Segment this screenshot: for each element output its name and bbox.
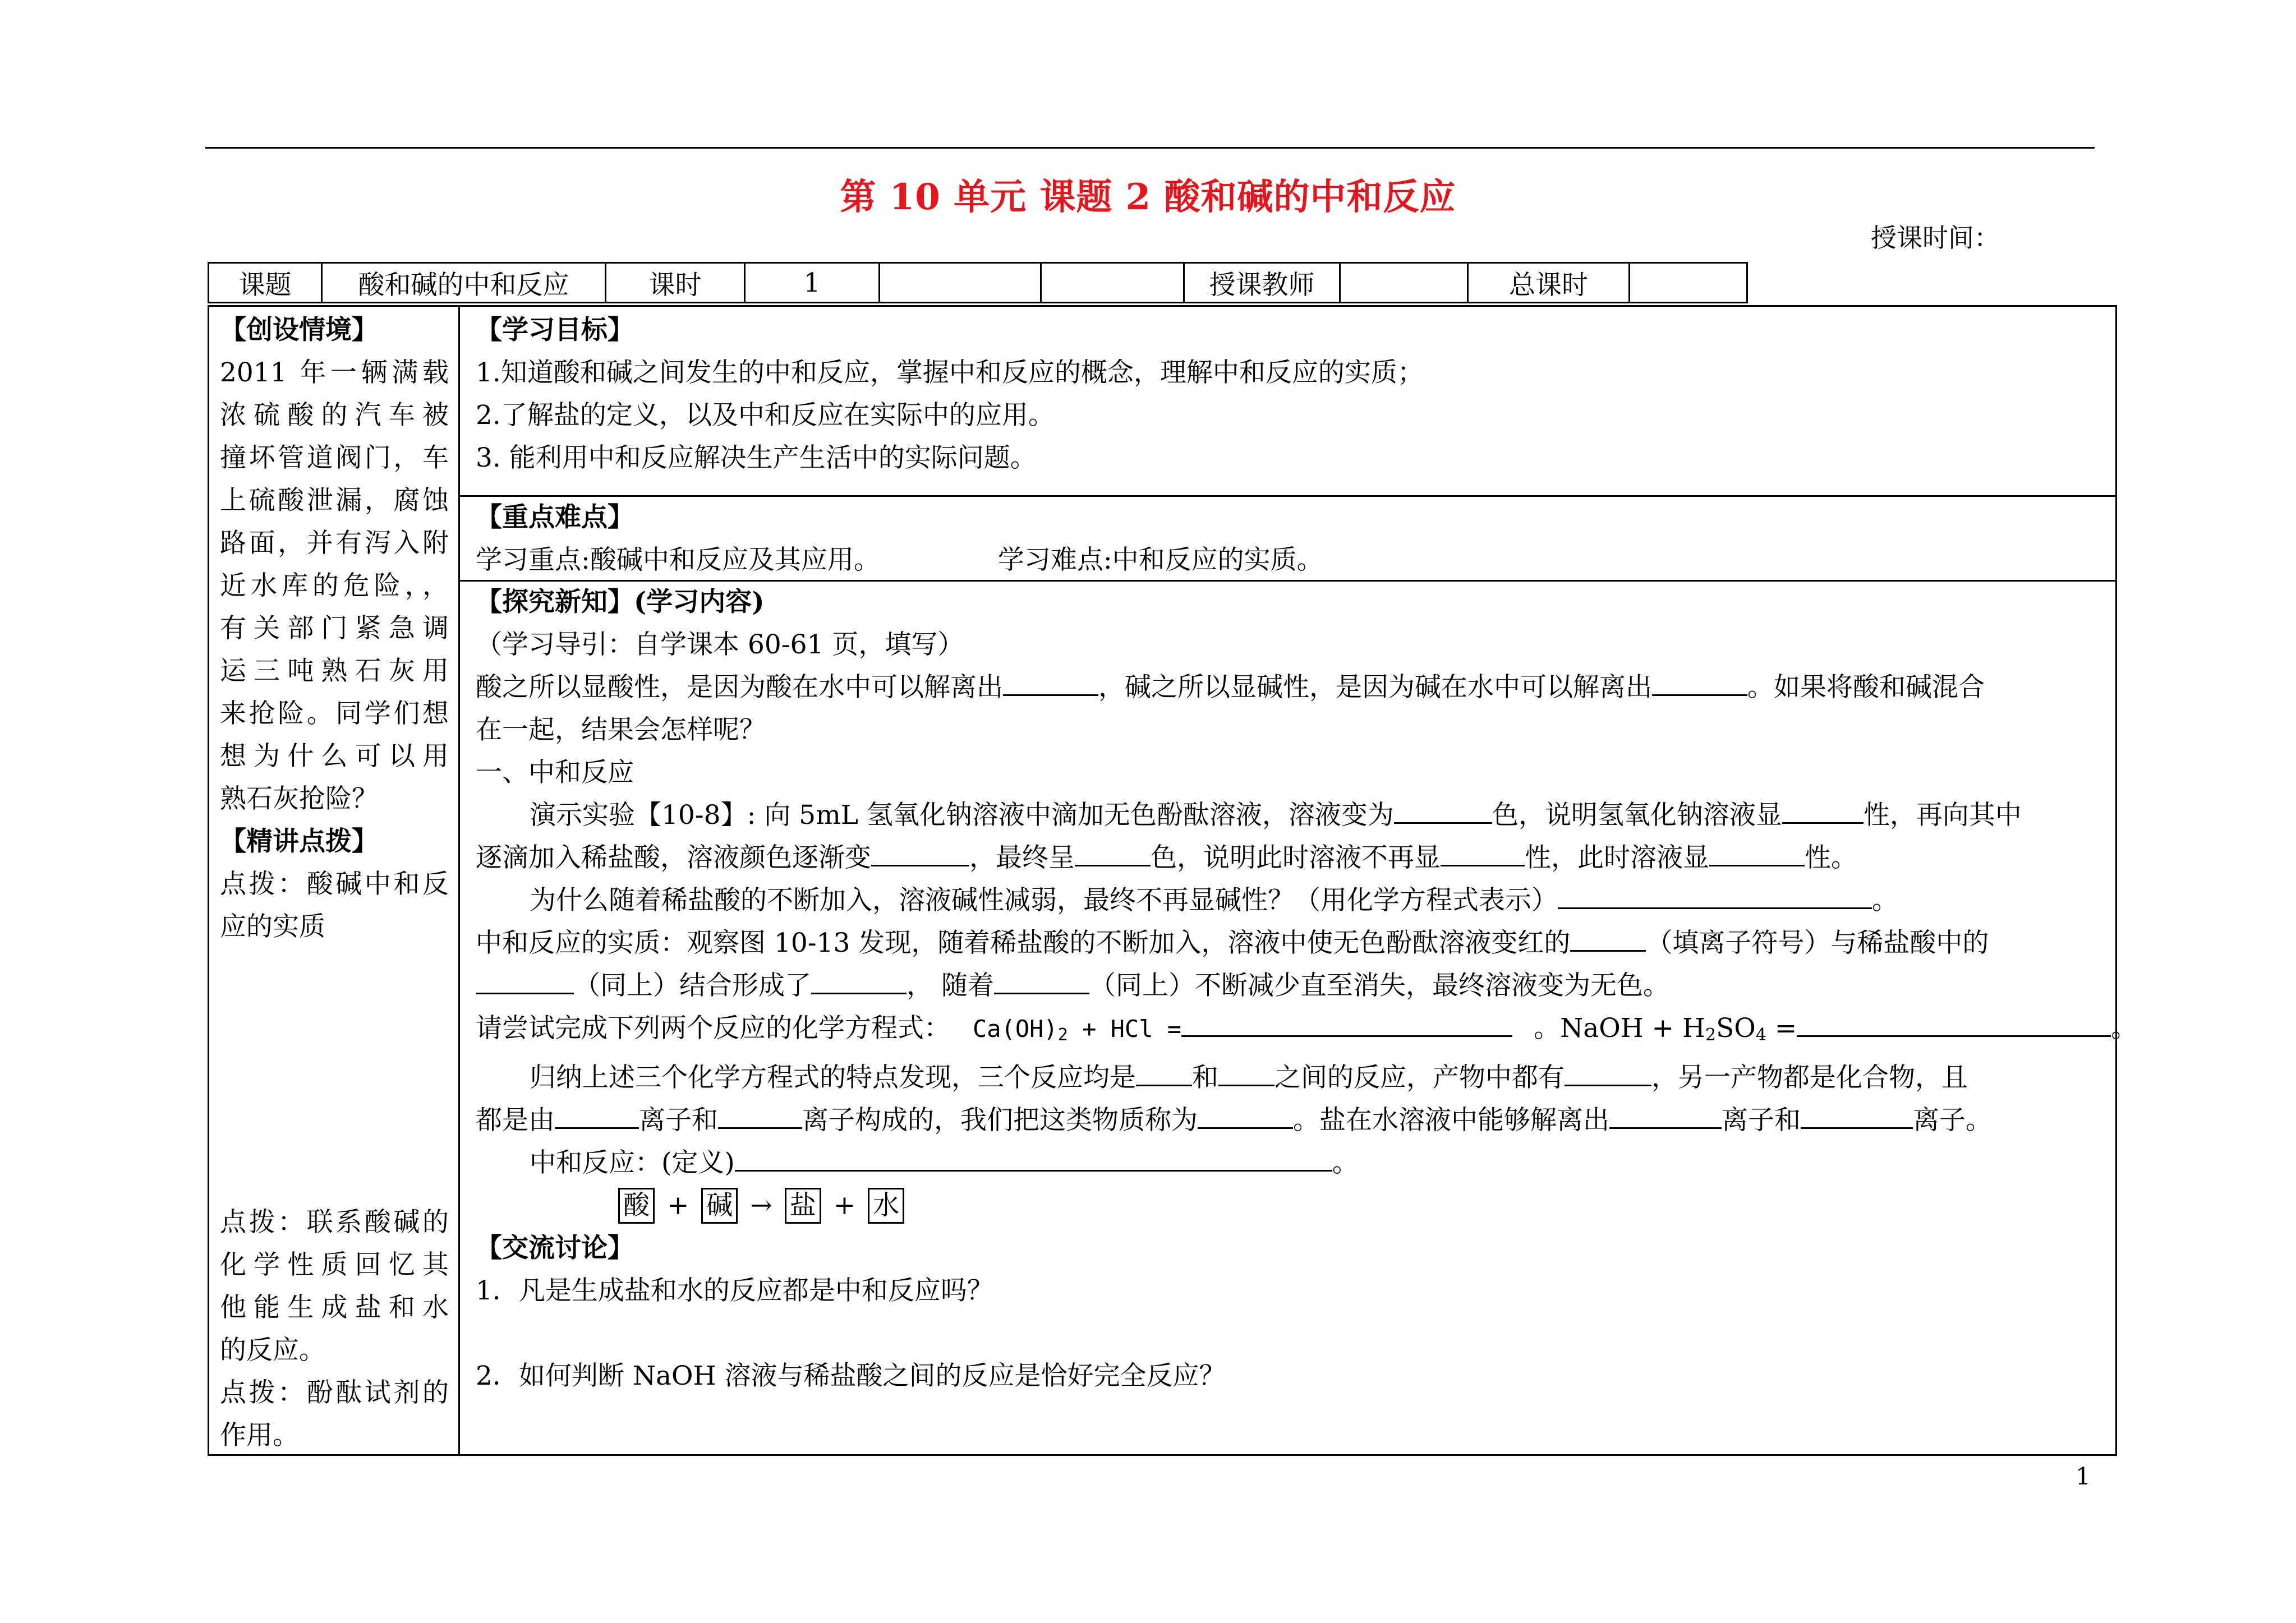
text: 离子构成的，我们把这类物质称为 [802, 1105, 1198, 1136]
blank[interactable] [1136, 1061, 1192, 1086]
text: 都是由 [476, 1105, 555, 1136]
blank[interactable] [1782, 799, 1864, 824]
header-table [208, 262, 1748, 303]
scenario-line: 运三吨熟石灰用 [220, 656, 449, 686]
scenario-line: 2011 年一辆满载 [220, 357, 449, 388]
scenario-line: 有关部门紧急调 [220, 613, 449, 644]
text: 。 [2111, 1013, 2138, 1044]
scenario-line: 浓硫酸的汽车被 [220, 400, 449, 431]
text: （填离子符号）与稀盐酸中的 [1646, 928, 1989, 958]
tip-line: 应的实质 [220, 911, 325, 942]
text: 为什么随着稀盐酸的不断加入，溶液碱性减弱，最终不再显碱性？（用化学方程式表示） [530, 885, 1558, 916]
text: 归纳上述三个化学方程式的特点发现，三个反应均是 [530, 1062, 1136, 1093]
page-number: 1 [2076, 1463, 2091, 1490]
key-line [476, 539, 2108, 582]
blank[interactable] [1394, 799, 1492, 824]
summary-line [476, 1057, 2108, 1099]
text: （同上）不断减少直至消失，最终溶液变为无色。 [1089, 970, 1669, 1001]
blank[interactable] [1609, 1104, 1722, 1129]
essence-line [476, 922, 2108, 965]
text: SO [1716, 1013, 1756, 1044]
page-title: 第 10 单元 课题 2 酸和碱的中和反应 [840, 176, 1456, 218]
base-box: 碱 [701, 1188, 738, 1224]
teacher-label: 授课教师 [1184, 263, 1340, 303]
equation-line [476, 1007, 2138, 1057]
blank[interactable] [555, 1104, 639, 1129]
key-heading: 【重点难点】 [476, 502, 634, 533]
section-title: 一、中和反应 [476, 757, 634, 788]
key-difficulty: 学习难点:中和反应的实质。 [997, 545, 1323, 575]
total-hours-value [1630, 263, 1747, 303]
text: = [1766, 1013, 1797, 1044]
hours-label: 课时 [606, 263, 745, 303]
essence-line [476, 965, 2108, 1007]
scenario-heading: 【创设情境】 [220, 315, 378, 345]
scenario-line: 路面，并有泻入附 [220, 528, 449, 559]
explore-line: 在一起，结果会怎样呢？ [476, 714, 766, 745]
blank[interactable] [811, 969, 907, 994]
text: 离子和 [639, 1105, 718, 1136]
blank[interactable] [994, 969, 1089, 994]
tip-line: 点拨：酚酞试剂的 [220, 1377, 449, 1408]
explore-section [476, 581, 2138, 1398]
text: 色，说明氢氧化钠溶液显 [1492, 800, 1782, 831]
salt-box: 盐 [785, 1188, 821, 1224]
blank-cell [1041, 263, 1184, 303]
text: 。NaOH + H [1534, 1013, 1705, 1044]
text: 性，此时溶液显 [1525, 842, 1709, 873]
explore-heading: 【探究新知】(学习内容) [476, 587, 765, 617]
demo-line [476, 837, 2108, 879]
text: 演示实验【10-8】: 向 5mL 氢氧化钠溶液中滴加无色酚酞溶液，溶液变为 [530, 800, 1394, 831]
text: + HCl = [1068, 1015, 1182, 1043]
why-line [476, 879, 2108, 922]
blank-cell [880, 263, 1041, 303]
text: ，最终呈 [969, 842, 1075, 873]
tip-line: 的反应。 [220, 1335, 325, 1366]
reaction-scheme [476, 1184, 2108, 1227]
key-section [476, 496, 2108, 582]
tip-line: 化学性质回忆其 [220, 1249, 449, 1280]
scenario-line: 上硫酸泄漏，腐蚀 [220, 485, 449, 516]
blank[interactable] [871, 841, 969, 866]
key-focus: 学习重点:酸碱中和反应及其应用。 [476, 545, 880, 575]
teach-time-label: 授课时间： [1871, 223, 2000, 253]
eq1 [973, 1015, 1181, 1043]
text: 离子和 [1722, 1105, 1801, 1136]
text: 。盐在水溶液中能够解离出 [1293, 1105, 1609, 1136]
text: 中和反应：(定义) [530, 1147, 735, 1178]
topic-value: 酸和碱的中和反应 [322, 263, 606, 303]
text: ，另一产物都是化合物，且 [1651, 1062, 1968, 1093]
text: 和 [1192, 1062, 1218, 1093]
goals-section [476, 309, 2108, 479]
text: 2 [1705, 1025, 1717, 1045]
blank[interactable] [476, 969, 574, 994]
text: 请尝试完成下列两个反应的化学方程式： [476, 1013, 950, 1044]
blank[interactable] [1570, 926, 1646, 952]
tip-line: 作用。 [220, 1420, 299, 1451]
explore-line [476, 666, 2108, 709]
definition-line [476, 1142, 2108, 1184]
blank[interactable] [1652, 671, 1747, 696]
scenario-line: 想为什么可以用 [220, 741, 449, 772]
summary-line [476, 1099, 2108, 1142]
text: 。如果将酸和碱混合 [1747, 672, 1985, 703]
blank[interactable] [1075, 841, 1151, 866]
text: 中和反应的实质：观察图 10-13 发现，随着稀盐酸的不断加入，溶液中使无色酚酞溶液变红的 [476, 928, 1571, 958]
discuss-q1: 1．凡是生成盐和水的反应都是中和反应吗？ [476, 1275, 993, 1306]
blank[interactable] [1565, 1061, 1651, 1086]
tips-block-2 [220, 1201, 449, 1457]
water-box: 水 [868, 1188, 904, 1224]
goal-item: 2.了解盐的定义，以及中和反应在实际中的应用。 [476, 400, 1055, 431]
top-rule [205, 147, 2095, 149]
text: ，碱之所以显碱性，是因为碱在水中可以解离出 [1098, 672, 1652, 703]
blank[interactable] [718, 1104, 802, 1129]
blank[interactable] [1441, 841, 1525, 866]
goal-item: 3. 能利用中和反应解决生产生活中的实际问题。 [476, 442, 1037, 473]
blank[interactable] [1558, 884, 1872, 909]
blank[interactable] [1003, 671, 1098, 696]
blank[interactable] [1801, 1104, 1913, 1129]
discuss-heading: 【交流讨论】 [476, 1233, 634, 1264]
spacer [476, 1312, 2108, 1355]
text: 。 [1332, 1147, 1359, 1178]
arrow-icon: → [750, 1190, 772, 1221]
blank[interactable] [735, 1146, 1332, 1172]
scenario-line: 近水库的危险，， [220, 570, 449, 601]
tip-line: 点拨：酸碱中和反 [220, 869, 449, 900]
explore-guide: （学习导引：自学课本 60-61 页，填写） [476, 629, 964, 660]
tip-line: 点拨：联系酸碱的 [220, 1207, 449, 1238]
tip-line: 他能生成盐和水 [220, 1292, 449, 1323]
text: 性，再向其中 [1863, 800, 2022, 831]
tips-heading: 【精讲点拨】 [220, 826, 378, 857]
total-hours-label: 总课时 [1468, 263, 1630, 303]
discuss-q2: 2．如何判断 NaOH 溶液与稀盐酸之间的反应是恰好完全反应？ [476, 1361, 1226, 1391]
scenario-line: 撞坏管道阀门，车 [220, 442, 449, 473]
text: 2 [1057, 1025, 1068, 1045]
blank[interactable] [1181, 1012, 1512, 1037]
text: ， 随着 [907, 970, 994, 1001]
scenario-line: 熟石灰抢险？ [220, 783, 378, 814]
text: 逐滴加入稀盐酸，溶液颜色逐渐变 [476, 842, 871, 873]
topic-label: 课题 [209, 263, 322, 303]
scenario-line: 来抢险。同学们想 [220, 698, 449, 729]
text: 4 [1755, 1025, 1766, 1045]
plus-sign: + [833, 1190, 856, 1221]
text: 色，说明此时溶液不再显 [1151, 842, 1441, 873]
text: Ca(OH) [973, 1015, 1058, 1043]
goals-heading: 【学习目标】 [476, 315, 634, 345]
text: 之间的反应，产物中都有 [1274, 1062, 1565, 1093]
text: （同上）结合形成了 [574, 970, 811, 1001]
text: 离子。 [1913, 1105, 1992, 1136]
plus-sign: + [667, 1190, 689, 1221]
blank[interactable] [1709, 841, 1805, 866]
scenario-block [220, 309, 449, 948]
goal-item: 1.知道酸和碱之间发生的中和反应，掌握中和反应的概念，理解中和反应的实质； [476, 357, 1424, 388]
text: 。 [1872, 885, 1898, 916]
blank[interactable] [1218, 1061, 1274, 1086]
acid-box: 酸 [618, 1188, 655, 1224]
hours-value: 1 [745, 263, 880, 303]
teacher-value [1340, 263, 1468, 303]
demo-line [476, 794, 2108, 837]
blank[interactable] [1198, 1104, 1293, 1129]
text: 酸之所以显酸性，是因为酸在水中可以解离出 [476, 672, 1003, 703]
text: 性。 [1805, 842, 1857, 873]
blank[interactable] [1797, 1012, 2111, 1037]
